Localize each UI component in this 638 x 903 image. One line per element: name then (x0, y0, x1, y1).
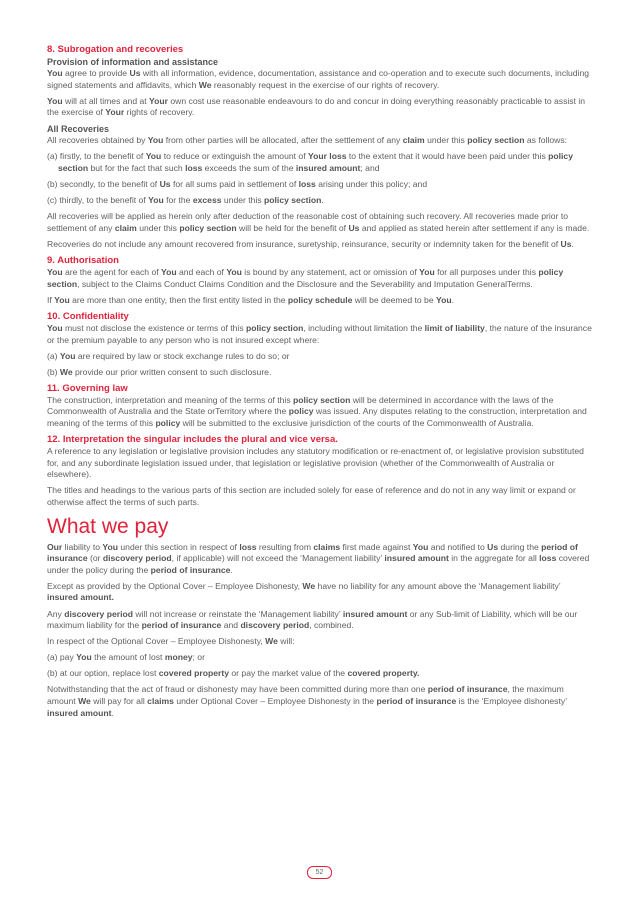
text-run: will be held for the benefit of (236, 222, 349, 233)
text-run: under this section in respect of (118, 541, 240, 552)
defined-term: policy section (264, 195, 322, 206)
paragraph (47, 295, 592, 307)
text-run: for all purposes under this (434, 267, 539, 278)
paragraph (47, 267, 592, 290)
defined-term: claim (114, 222, 137, 233)
text-run: under this (424, 135, 468, 146)
text-run: All recoveries will be applied as herein only after deduction of the reasonable cost of obtaining such recovery. All recoveries made prior to settlement of any (47, 211, 568, 233)
text-run: (c) thirdly, to the benefit of (47, 195, 149, 206)
text-run: agree to provide (62, 68, 130, 78)
text-run: Except as provided by the Optional Cover – Employee Dishonesty, (47, 580, 303, 591)
text-run: to reduce or extinguish the amount of (161, 151, 308, 162)
defined-term: period of insurance (150, 564, 231, 575)
text-run: (a) pay (47, 652, 77, 663)
defined-term: excess (192, 195, 222, 206)
defined-term: period of insurance (427, 684, 508, 695)
text-run: and (221, 620, 241, 631)
text-run: arising under this policy; and (315, 179, 428, 190)
paragraph (47, 581, 592, 604)
paragraph (47, 684, 592, 719)
text-run: will be deemed to be (352, 294, 437, 305)
defined-term: policy section (58, 151, 573, 174)
defined-term: policy section (179, 222, 237, 233)
defined-term: You (161, 267, 177, 278)
text-run: ; and (360, 163, 380, 174)
text-run: the amount of lost (91, 652, 165, 663)
defined-term: loss (185, 163, 203, 174)
defined-term: insured amount. (47, 592, 114, 603)
defined-term: money (164, 652, 193, 663)
text-run: or any Sub-limit of Liability, which will be our maximum liability for the (47, 608, 578, 631)
text-run: A reference to any legislation or legislative provision includes any statutory modification or re-enactment of, or legislative provision substituted for, and any subordinate legislation issued under, that legislation or legislative provision (whether of the Commonwealth of Australia or elsewhere). (47, 446, 584, 480)
text-run: . (451, 294, 454, 305)
defined-term: Us (159, 179, 171, 190)
list-item (47, 179, 592, 191)
defined-term: Your (149, 95, 168, 106)
defined-term: discovery period (64, 608, 133, 619)
text-run: , including without limitation the (303, 322, 425, 333)
text-run: or pay the market value of the (229, 668, 348, 679)
text-run: under this (136, 222, 180, 233)
text-run: , the maximum amount (47, 684, 564, 707)
text-run: , if applicable) will not exceed the ‘Management liability’ (171, 553, 385, 564)
text-run: will: (277, 636, 295, 647)
defined-term: period of insurance (47, 541, 578, 564)
defined-term: policy section (47, 267, 564, 289)
list-item (47, 652, 592, 664)
defined-term: insured amount (342, 608, 408, 619)
section-heading-governing-law: 11. Governing law (47, 382, 128, 394)
text-run: In respect of the Optional Cover – Employee Dishonesty, (47, 636, 266, 647)
text-run: rights of recovery. (124, 107, 195, 118)
defined-term: covered property (158, 668, 229, 679)
text-run: with all information, evidence, documentation, assistance and co-operation and to execute such documents, including signed statements and affidavits, which (47, 68, 590, 90)
text-run: and each of (176, 267, 227, 278)
text-run: Recoveries do not include any amount recovered from insurance, suretyship, reinsurance, security or indemnity taken for the benefit of (47, 239, 561, 250)
text-run: own cost use reasonable endeavours to do and concur in doing everything reasonably practicable to assist in the exercise of (47, 95, 586, 118)
text-run: covered under the policy during the (47, 553, 590, 575)
text-run: exceeds the sum of the (202, 163, 296, 174)
section-heading-interpretation: 12. Interpretation the singular includes the plural and vice versa. (47, 434, 338, 446)
text-run: . (571, 239, 574, 250)
defined-term: policy (288, 406, 314, 417)
text-run: ; or (192, 652, 205, 663)
defined-term: You (412, 541, 429, 552)
defined-term: period of insurance (141, 620, 222, 631)
text-run: for all sums paid in settlement of (170, 179, 299, 190)
text-run: are the agent for each of (62, 267, 162, 278)
text-run: (b) secondly, to the benefit of (47, 179, 160, 190)
paragraph (47, 542, 592, 577)
text-run: , combined. (309, 620, 354, 631)
text-run: to the extent that it would have been paid under this (346, 151, 549, 162)
defined-term: policy (155, 417, 181, 428)
defined-term: We (265, 636, 278, 647)
text-run: provide our prior written consent to such disclosure. (72, 366, 272, 377)
subheading-all-recoveries: All Recoveries (47, 124, 110, 135)
defined-term: claim (402, 135, 425, 146)
text-run: first made against (340, 541, 413, 552)
paragraph (47, 135, 592, 147)
defined-term: You (59, 350, 76, 361)
defined-term: loss (239, 541, 257, 552)
paragraph (47, 395, 592, 430)
defined-term: You (147, 135, 164, 146)
text-run: will be determined in accordance with the laws of the Commonwealth of Australia and the State orTerritory where the (47, 394, 554, 417)
text-run: liability to (62, 541, 103, 552)
text-run: under Optional Cover – Employee Dishonesty in the (173, 696, 377, 707)
text-run: The construction, interpretation and meaning of the terms of this (47, 394, 294, 405)
defined-term: You (419, 267, 435, 278)
defined-term: We (198, 79, 212, 90)
defined-term: Us (560, 239, 572, 250)
text-run: under this (221, 195, 265, 206)
paragraph (47, 636, 592, 648)
list-item (47, 367, 592, 379)
text-run: have no liability for any amount above the ‘Management liability’ (315, 580, 561, 591)
text-run: (b) (47, 366, 60, 377)
paragraph (47, 485, 592, 508)
text-run: (a) (47, 350, 60, 361)
defined-term: You (47, 95, 63, 106)
text-run: (a) firstly, to the benefit of (47, 151, 146, 162)
defined-term: You (47, 322, 63, 333)
policy-document-page (47, 44, 592, 724)
defined-term: You (47, 68, 63, 78)
defined-term: Us (487, 541, 499, 552)
defined-term: policy section (246, 322, 304, 333)
defined-term: Your loss (307, 151, 347, 162)
defined-term: You (436, 294, 452, 305)
subheading-provision-of-information: Provision of information and assistance (47, 57, 219, 67)
list-item (47, 668, 592, 680)
text-run: (b) at our option, replace lost (47, 668, 159, 679)
section-heading-subrogation: 8. Subrogation and recoveries (47, 44, 184, 55)
paragraph (47, 211, 592, 234)
defined-term: policy section (293, 394, 351, 405)
page-number: 52 (307, 866, 332, 879)
text-run: Any (47, 608, 65, 619)
text-run: All recoveries obtained by (47, 135, 148, 146)
paragraph (47, 446, 592, 481)
paragraph (47, 68, 592, 91)
paragraph (47, 96, 592, 119)
text-run: as follows: (524, 135, 568, 146)
defined-term: claims (147, 696, 174, 707)
defined-term: Our (47, 541, 63, 552)
text-run: must not disclose the existence or terms of this (62, 322, 247, 333)
defined-term: You (54, 294, 70, 305)
text-run: is bound by any statement, act or omission of (241, 267, 420, 278)
text-run: reasonably request in the exercise of our rights of recovery. (211, 79, 440, 90)
text-run: resulting from (256, 541, 314, 552)
defined-term: insured amount (384, 553, 449, 564)
text-run: . (230, 564, 233, 575)
section-heading-authorisation: 9. Authorisation (47, 255, 119, 267)
text-run: Notwithstanding that the act of fraud or dishonesty may have been committed during more than one (47, 684, 428, 695)
text-run: are more than one entity, then the first entity listed in the (69, 294, 288, 305)
text-run: was issued. Any disputes relating to the construction, interpretation and meaning of the terms of this (47, 406, 587, 428)
text-run: If (47, 294, 55, 305)
text-run: but for the fact that such (88, 163, 186, 174)
defined-term: insured amount (295, 163, 361, 174)
text-run: from other parties will be allocated, after the settlement of any (163, 135, 403, 146)
defined-term: claims (313, 541, 341, 552)
text-run: during the (498, 541, 542, 552)
defined-term: limit of liability (424, 322, 485, 333)
defined-term: covered property. (347, 668, 420, 679)
text-run: will not increase or reinstate the ‘Management liability’ (132, 608, 343, 619)
defined-term: discovery period (240, 620, 310, 631)
defined-term: You (145, 151, 162, 162)
defined-term: We (78, 696, 91, 707)
defined-term: Us (348, 222, 360, 233)
text-run: will pay for all (90, 696, 148, 707)
text-run: are required by law or stock exchange rules to do so; or (75, 350, 290, 361)
text-run: The titles and headings to the various parts of this section are included solely for ease of reference and do not in any way limit or expand or otherwise affect the terms of such parts. (47, 485, 576, 507)
defined-term: policy schedule (287, 294, 353, 305)
defined-term: policy section (467, 135, 525, 146)
text-run: will at all times and at (62, 95, 150, 106)
paragraph (47, 323, 592, 346)
text-run: in the aggregate for all (448, 553, 540, 564)
defined-term: You (76, 652, 92, 663)
page-heading-what-we-pay: What we pay (47, 514, 169, 538)
text-run: . (321, 195, 324, 206)
text-run: is the ‘Employee dishonesty’ (456, 696, 567, 707)
text-run: and notified to (428, 541, 488, 552)
text-run: , subject to the Claims Conduct Claims Condition and the Disclosure and the Severability and Imputation GeneralTerms. (77, 278, 533, 289)
defined-term: loss (539, 553, 557, 564)
text-run: for the (163, 195, 193, 206)
defined-term: You (47, 267, 63, 278)
defined-term: loss (298, 179, 316, 190)
defined-term: You (226, 267, 242, 278)
defined-term: insured amount (47, 707, 112, 718)
paragraph (47, 239, 592, 251)
defined-term: We (302, 580, 316, 591)
text-run: , the nature of the insurance or the premium payable to any person who is not insured except where: (47, 322, 592, 345)
defined-term: You (148, 195, 164, 206)
list-item (47, 151, 592, 174)
defined-term: We (59, 366, 73, 377)
defined-term: Us (129, 68, 141, 78)
defined-term: You (102, 541, 118, 552)
defined-term: discovery period (102, 553, 172, 564)
section-heading-confidentiality: 10. Confidentiality (47, 310, 129, 322)
paragraph (47, 609, 592, 632)
defined-term: Your (105, 107, 125, 118)
defined-term: period of insurance (376, 696, 457, 707)
text-run: (or (87, 553, 103, 564)
list-item (47, 351, 592, 363)
list-item (47, 195, 592, 207)
text-run: . (111, 707, 114, 718)
text-run: and applied as stated herein after settlement if any is made. (359, 222, 590, 233)
text-run: will be submitted to the exclusive jurisdiction of the courts of the Commonwealth of Australia. (180, 417, 534, 428)
